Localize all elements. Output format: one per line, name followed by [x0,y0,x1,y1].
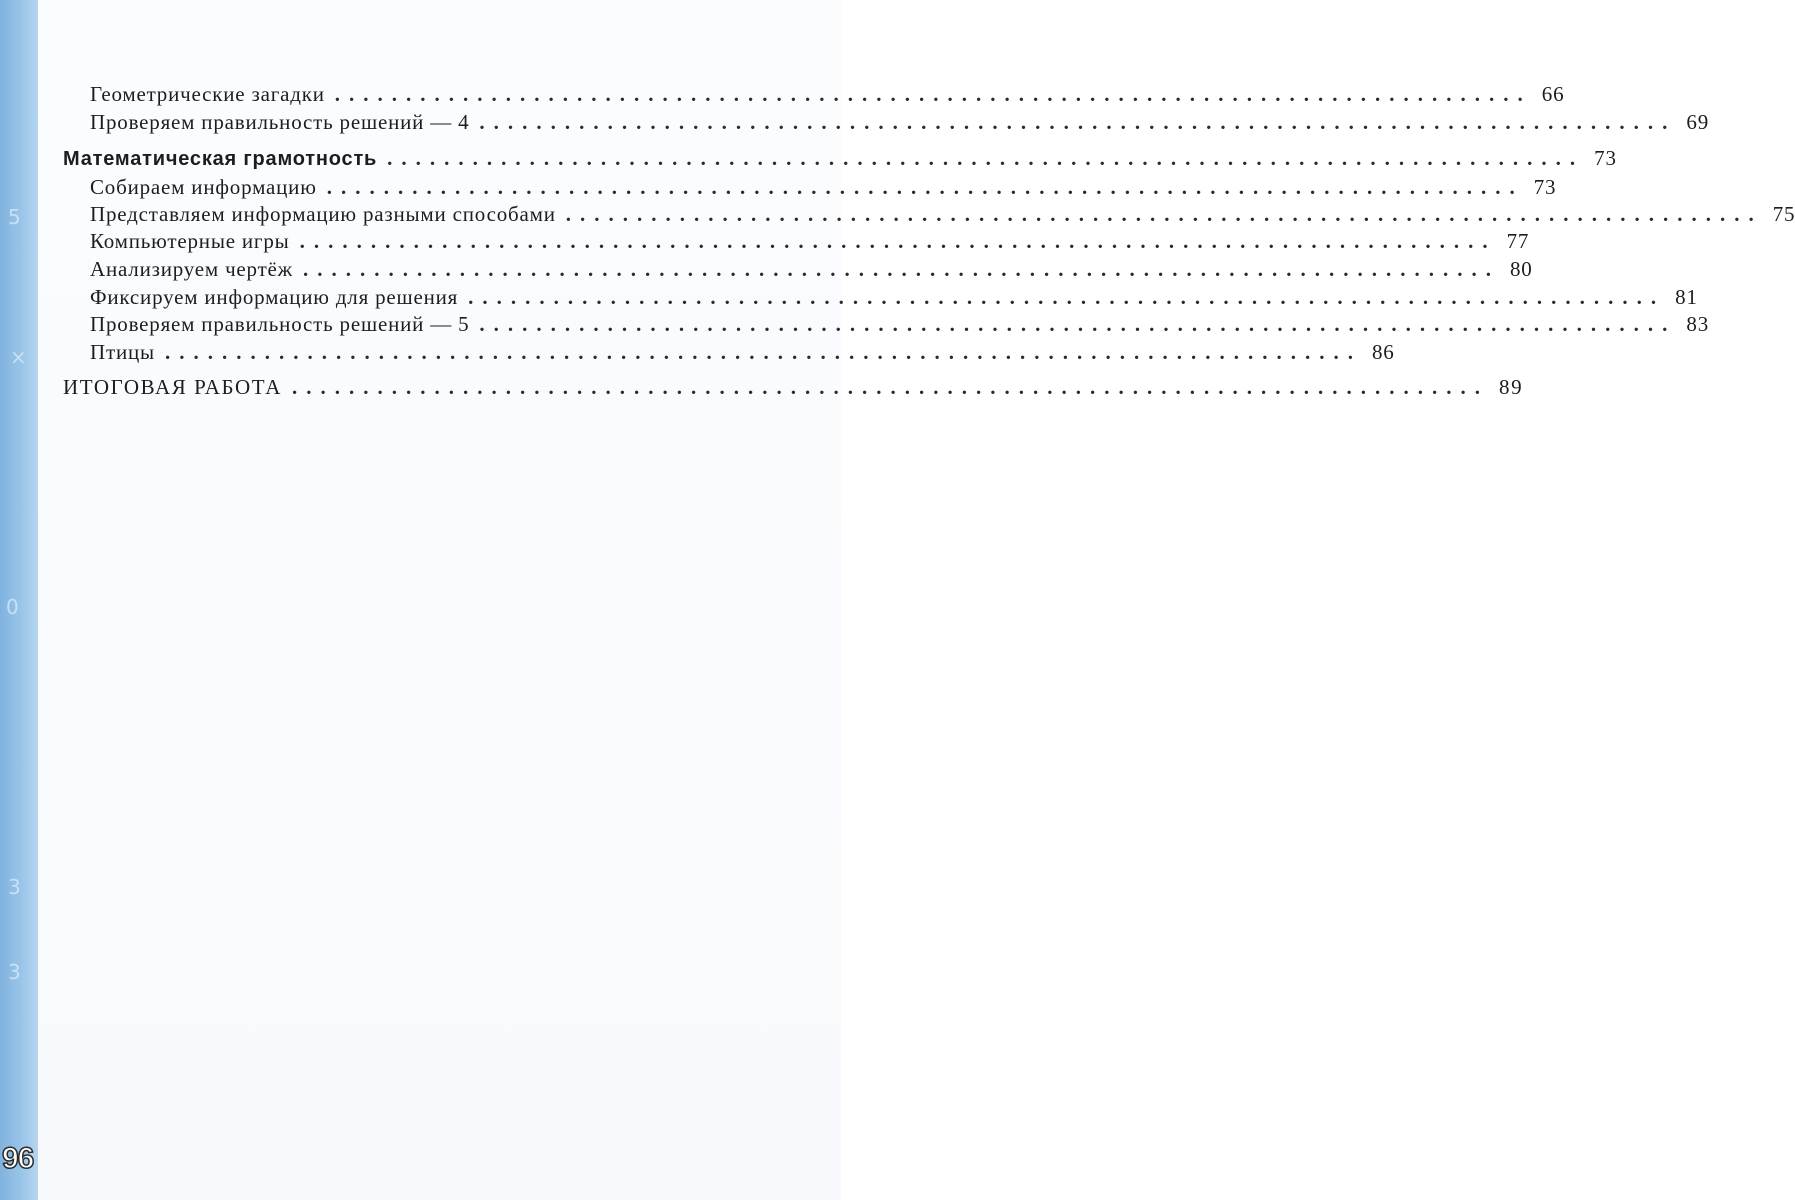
toc-entry-title: Геометрические загадки [90,82,325,106]
toc-entry-page: 73 [1594,146,1617,170]
toc-entry[interactable] [90,201,1795,227]
toc-entry-page: 69 [1686,110,1709,134]
toc-entry-title: Фиксируем информацию для решения [90,285,459,309]
toc-entry[interactable] [90,81,1565,107]
toc-section-title: Математическая грамотность [63,148,378,170]
dot-leader: .................................................................................... [387,146,1585,170]
toc-section[interactable] [63,145,1617,172]
toc-entry[interactable] [90,109,1709,135]
toc-entry-page: 89 [1498,375,1524,399]
dot-leader: .................................................................................... [291,375,1489,399]
toc-entry-title: Птицы [90,340,155,364]
toc-entry[interactable] [90,339,1395,365]
toc-entry[interactable] [90,228,1530,254]
dot-leader: .................................................................................... [468,285,1666,309]
toc-entry[interactable] [90,174,1557,200]
toc-entry-title: Представляем информацию разными способами [90,202,556,226]
toc-entry-page: 80 [1509,257,1533,281]
toc-entry-page: 66 [1541,82,1565,106]
page-number: 96 [2,1142,34,1175]
band-decoration: 3 [8,960,21,984]
toc-final-title: ИТОГОВАЯ РАБОТА [63,375,282,399]
dot-leader: .................................................................................... [302,257,1500,281]
dot-leader: .................................................................................... [479,110,1677,134]
toc-entry-title: Компьютерные игры [90,229,290,253]
toc-entry-title: Анализируем чертёж [90,257,293,281]
toc-entry-page: 83 [1686,312,1709,336]
toc-entry-title: Проверяем правильность решений — 5 [90,312,470,336]
band-decoration: 3 [8,875,21,899]
toc-entry[interactable] [90,284,1698,310]
toc-entry[interactable] [90,256,1533,282]
toc-entry-page: 81 [1675,285,1698,309]
dot-leader: .................................................................................... [479,312,1677,336]
dot-leader: .................................................................................... [565,202,1763,226]
toc-entry-page: 75 [1772,202,1795,226]
toc-entry-title: Собираем информацию [90,175,317,199]
band-decoration: × [10,345,27,369]
band-decoration: 5 [8,205,21,229]
dot-leader: .................................................................................... [299,229,1497,253]
dot-leader: .................................................................................... [326,175,1524,199]
toc-entry-page: 73 [1533,175,1557,199]
left-color-band [0,0,38,1200]
toc-entry-title: Проверяем правильность решений — 4 [90,110,470,134]
band-decoration: 0 [6,595,19,619]
toc-final-section[interactable] [63,374,1524,400]
dot-leader: .................................................................................... [334,82,1532,106]
dot-leader: .................................................................................... [164,340,1362,364]
toc-entry[interactable] [90,311,1709,337]
toc-entry-page: 77 [1506,229,1530,253]
toc-entry-page: 86 [1371,340,1395,364]
